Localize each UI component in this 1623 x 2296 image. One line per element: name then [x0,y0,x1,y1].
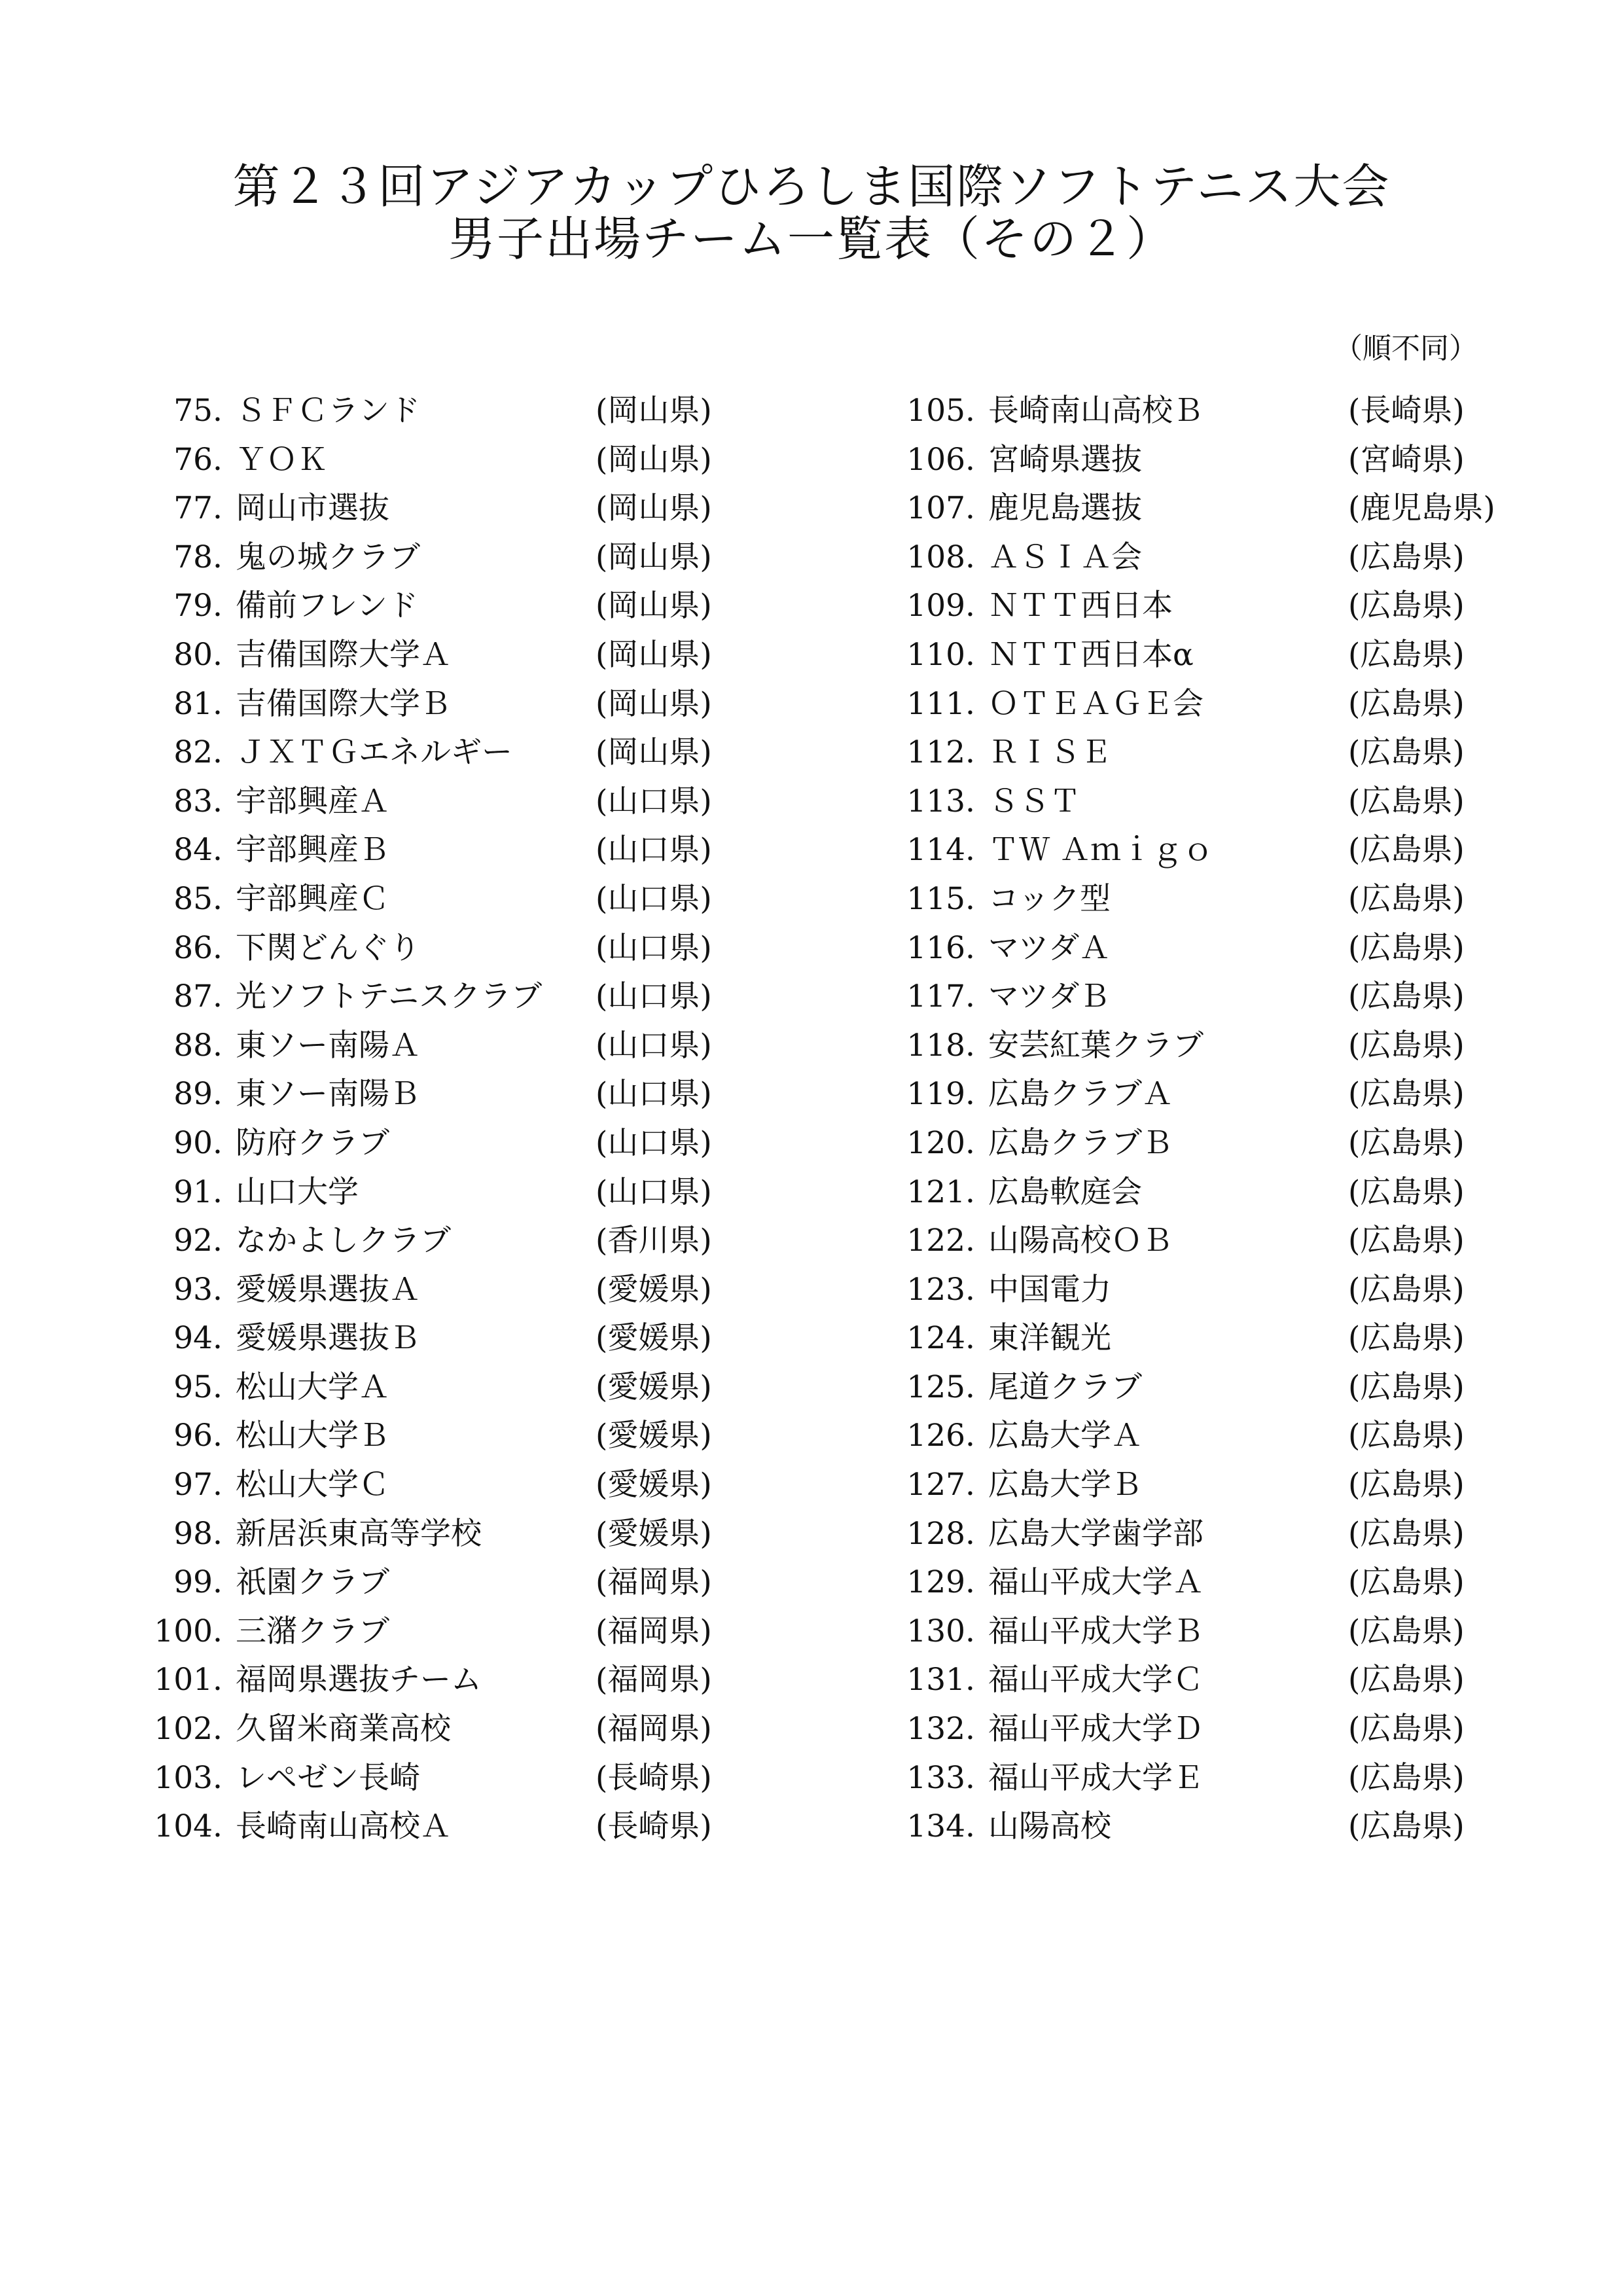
prefecture: (岡山県) [596,734,712,771]
prefecture: (広島県) [1348,1223,1465,1259]
entry-number: 134. [906,1808,975,1845]
prefecture: (香川県) [596,1223,712,1259]
prefecture: (山口県) [596,1076,712,1113]
team-name: 鹿児島選抜 [988,490,1142,527]
entry-number: 81. [173,685,223,722]
prefecture: (岡山県) [596,636,712,673]
entry-number: 121. [906,1174,975,1210]
entry-number: 131. [906,1662,975,1698]
team-name: 吉備国際大学Ａ [236,636,451,673]
prefecture: (愛媛県) [596,1271,712,1308]
entry-number: 109. [906,588,975,624]
prefecture: (広島県) [1348,1613,1465,1649]
entry-number: 82. [173,734,223,771]
prefecture: (広島県) [1348,1027,1465,1064]
team-name: 宇部興産Ｂ [236,832,389,869]
entry-number: 91. [173,1174,223,1210]
entry-number: 98. [173,1515,223,1552]
team-name: 鬼の城クラブ [236,539,420,575]
team-name: 三潴クラブ [236,1613,389,1649]
prefecture: (広島県) [1348,1124,1465,1161]
prefecture: (岡山県) [596,393,712,429]
entry-number: 114. [906,832,975,869]
prefecture: (広島県) [1348,588,1465,624]
prefecture: (広島県) [1348,1564,1465,1601]
team-name: 吉備国際大学Ｂ [236,685,451,722]
entry-number: 79. [173,588,223,624]
prefecture: (愛媛県) [596,1467,712,1503]
entry-number: 75. [173,393,223,429]
team-name: 福山平成大学Ｄ [988,1711,1204,1748]
team-name: ＯＴＥＡＧＥ会 [988,685,1204,722]
team-name: 中国電力 [988,1271,1111,1308]
entry-number: 113. [906,783,975,819]
team-name: 長崎南山高校Ｂ [988,393,1204,429]
order-note: （順不同） [1334,332,1478,365]
team-name: 尾道クラブ [988,1369,1142,1405]
entry-number: 77. [173,490,223,527]
prefecture: (愛媛県) [596,1515,712,1552]
entry-number: 102. [154,1711,223,1748]
prefecture: (長崎県) [596,1808,712,1845]
entry-number: 124. [906,1320,975,1357]
team-name: 福山平成大学Ｅ [988,1759,1204,1796]
prefecture: (広島県) [1348,685,1465,722]
team-name: 福山平成大学Ｃ [988,1662,1204,1698]
entry-number: 96. [173,1418,223,1454]
team-name: マツダＡ [988,929,1111,966]
entry-number: 110. [906,636,975,673]
prefecture: (広島県) [1348,1808,1465,1845]
entry-number: 90. [173,1124,223,1161]
entry-number: 120. [906,1124,975,1161]
prefecture: (広島県) [1348,734,1465,771]
team-name: 備前フレンド [236,588,418,624]
team-name: 光ソフトテニスクラブ [236,978,543,1015]
entry-number: 123. [906,1271,975,1308]
team-name: 広島軟庭会 [988,1174,1142,1210]
team-name: 松山大学Ａ [236,1369,389,1405]
team-name: 山陽高校 [988,1808,1111,1845]
prefecture: (広島県) [1348,1320,1465,1357]
entry-number: 106. [906,441,975,478]
prefecture: (愛媛県) [596,1418,712,1454]
entry-number: 84. [173,832,223,869]
team-name: ＲＩＳＥ [988,734,1111,771]
team-name: 東ソー南陽Ｂ [236,1076,420,1113]
prefecture: (岡山県) [596,685,712,722]
team-name: 安芸紅葉クラブ [988,1027,1204,1064]
team-name: 松山大学Ｂ [236,1418,389,1454]
prefecture: (山口県) [596,880,712,917]
team-name: ＹＯＫ [236,441,328,478]
team-name: 東洋観光 [988,1320,1111,1357]
entry-number: 108. [906,539,975,575]
prefecture: (広島県) [1348,1271,1465,1308]
entry-number: 132. [906,1711,975,1748]
team-name: 広島クラブＡ [988,1076,1173,1113]
prefecture: (広島県) [1348,1076,1465,1113]
team-name: 愛媛県選抜Ｂ [236,1320,420,1357]
entry-number: 128. [906,1515,975,1552]
prefecture: (山口県) [596,832,712,869]
entry-number: 103. [154,1759,223,1796]
prefecture: (広島県) [1348,1515,1465,1552]
entry-number: 101. [154,1662,223,1698]
team-name: 宮崎県選抜 [988,441,1142,478]
team-name: 宇部興産Ｃ [236,880,389,917]
prefecture: (広島県) [1348,929,1465,966]
entry-number: 127. [906,1467,975,1503]
entry-number: 94. [173,1320,223,1357]
prefecture: (広島県) [1348,880,1465,917]
prefecture: (山口県) [596,1174,712,1210]
team-name: コック型 [988,880,1111,917]
prefecture: (岡山県) [596,539,712,575]
team-name: ＮＴＴ西日本α [988,636,1194,673]
entry-number: 93. [173,1271,223,1308]
prefecture: (岡山県) [596,490,712,527]
prefecture: (山口県) [596,1027,712,1064]
team-name: 新居浜東高等学校 [236,1515,482,1552]
team-name: 福山平成大学Ａ [988,1564,1204,1601]
entry-number: 126. [906,1418,975,1454]
prefecture: (広島県) [1348,539,1465,575]
team-name: 広島大学Ａ [988,1418,1142,1454]
prefecture: (愛媛県) [596,1320,712,1357]
team-name: 長崎南山高校Ａ [236,1808,451,1845]
prefecture: (広島県) [1348,1759,1465,1796]
prefecture: (広島県) [1348,1467,1465,1503]
prefecture: (長崎県) [1348,393,1465,429]
entry-number: 85. [173,880,223,917]
team-name: 下関どんぐり [236,929,420,966]
prefecture: (広島県) [1348,636,1465,673]
entry-number: 78. [173,539,223,575]
entry-number: 87. [173,978,223,1015]
entry-number: 97. [173,1467,223,1503]
team-name: なかよしクラブ [236,1223,451,1259]
prefecture: (広島県) [1348,832,1465,869]
prefecture: (長崎県) [596,1759,712,1796]
entry-number: 111. [906,685,975,722]
entry-number: 130. [906,1613,975,1649]
team-name: 宇部興産Ａ [236,783,389,819]
entry-number: 95. [173,1369,223,1405]
team-name: マツダＢ [988,978,1111,1015]
entry-number: 76. [173,441,223,478]
prefecture: (広島県) [1348,1418,1465,1454]
page-title [0,160,1623,265]
prefecture: (宮崎県) [1348,441,1465,478]
team-name: 広島クラブＢ [988,1124,1173,1161]
entry-number: 125. [906,1369,975,1405]
prefecture: (山口県) [596,783,712,819]
team-name: 祇園クラブ [236,1564,389,1601]
team-name: 岡山市選抜 [236,490,389,527]
entry-number: 83. [173,783,223,819]
prefecture: (広島県) [1348,978,1465,1015]
entry-number: 88. [173,1027,223,1064]
title-line-1: 第２３回アジアカップひろしま国際ソフトテニス大会 [232,159,1391,214]
team-name: 山陽高校ＯＢ [988,1223,1173,1259]
prefecture: (福岡県) [596,1662,712,1698]
team-name: 山口大学 [236,1174,359,1210]
entry-number: 100. [154,1613,223,1649]
prefecture: (広島県) [1348,1711,1465,1748]
entry-number: 89. [173,1076,223,1113]
entry-number: 116. [906,929,975,966]
entry-number: 119. [906,1076,975,1113]
team-name: 広島大学歯学部 [988,1515,1204,1552]
prefecture: (福岡県) [596,1613,712,1649]
prefecture: (山口県) [596,978,712,1015]
entry-number: 105. [906,393,975,429]
team-name: 福岡県選抜チーム [236,1662,482,1698]
prefecture: (福岡県) [596,1564,712,1601]
team-name: ＳＦＣランド [236,393,420,429]
entry-number: 133. [906,1759,975,1796]
prefecture: (山口県) [596,1124,712,1161]
entry-number: 129. [906,1564,975,1601]
team-name: 福山平成大学Ｂ [988,1613,1204,1649]
team-name: ＡＳＩＡ会 [988,539,1142,575]
entry-number: 80. [173,636,223,673]
team-name: ＳＳＴ [988,783,1080,819]
prefecture: (岡山県) [596,441,712,478]
entry-number: 107. [906,490,975,527]
entry-number: 86. [173,929,223,966]
team-name: ＪＸＴＧエネルギー [236,734,512,771]
prefecture: (広島県) [1348,1174,1465,1210]
entry-number: 104. [154,1808,223,1845]
prefecture: (広島県) [1348,1369,1465,1405]
entry-number: 122. [906,1223,975,1259]
team-name: 東ソー南陽Ａ [236,1027,420,1064]
prefecture: (岡山県) [596,588,712,624]
team-name: ＴＷ Ａｍｉｇｏ [988,832,1213,869]
title-line-2: 男子出場チーム一覧表（その２） [448,211,1175,266]
prefecture: (鹿児島県) [1348,490,1495,527]
team-name: 防府クラブ [236,1124,389,1161]
prefecture: (山口県) [596,929,712,966]
entry-number: 112. [906,734,975,771]
prefecture: (愛媛県) [596,1369,712,1405]
team-name: 愛媛県選抜Ａ [236,1271,420,1308]
team-name: 久留米商業高校 [236,1711,451,1748]
team-name: 広島大学Ｂ [988,1467,1142,1503]
prefecture: (広島県) [1348,1662,1465,1698]
team-name: レペゼン長崎 [236,1759,420,1796]
team-name: 松山大学Ｃ [236,1467,389,1503]
entry-number: 92. [173,1223,223,1259]
entry-number: 117. [906,978,975,1015]
entry-number: 115. [906,880,975,917]
prefecture: (福岡県) [596,1711,712,1748]
team-name: ＮＴＴ西日本 [988,588,1173,624]
entry-number: 99. [173,1564,223,1601]
entry-number: 118. [906,1027,975,1064]
prefecture: (広島県) [1348,783,1465,819]
